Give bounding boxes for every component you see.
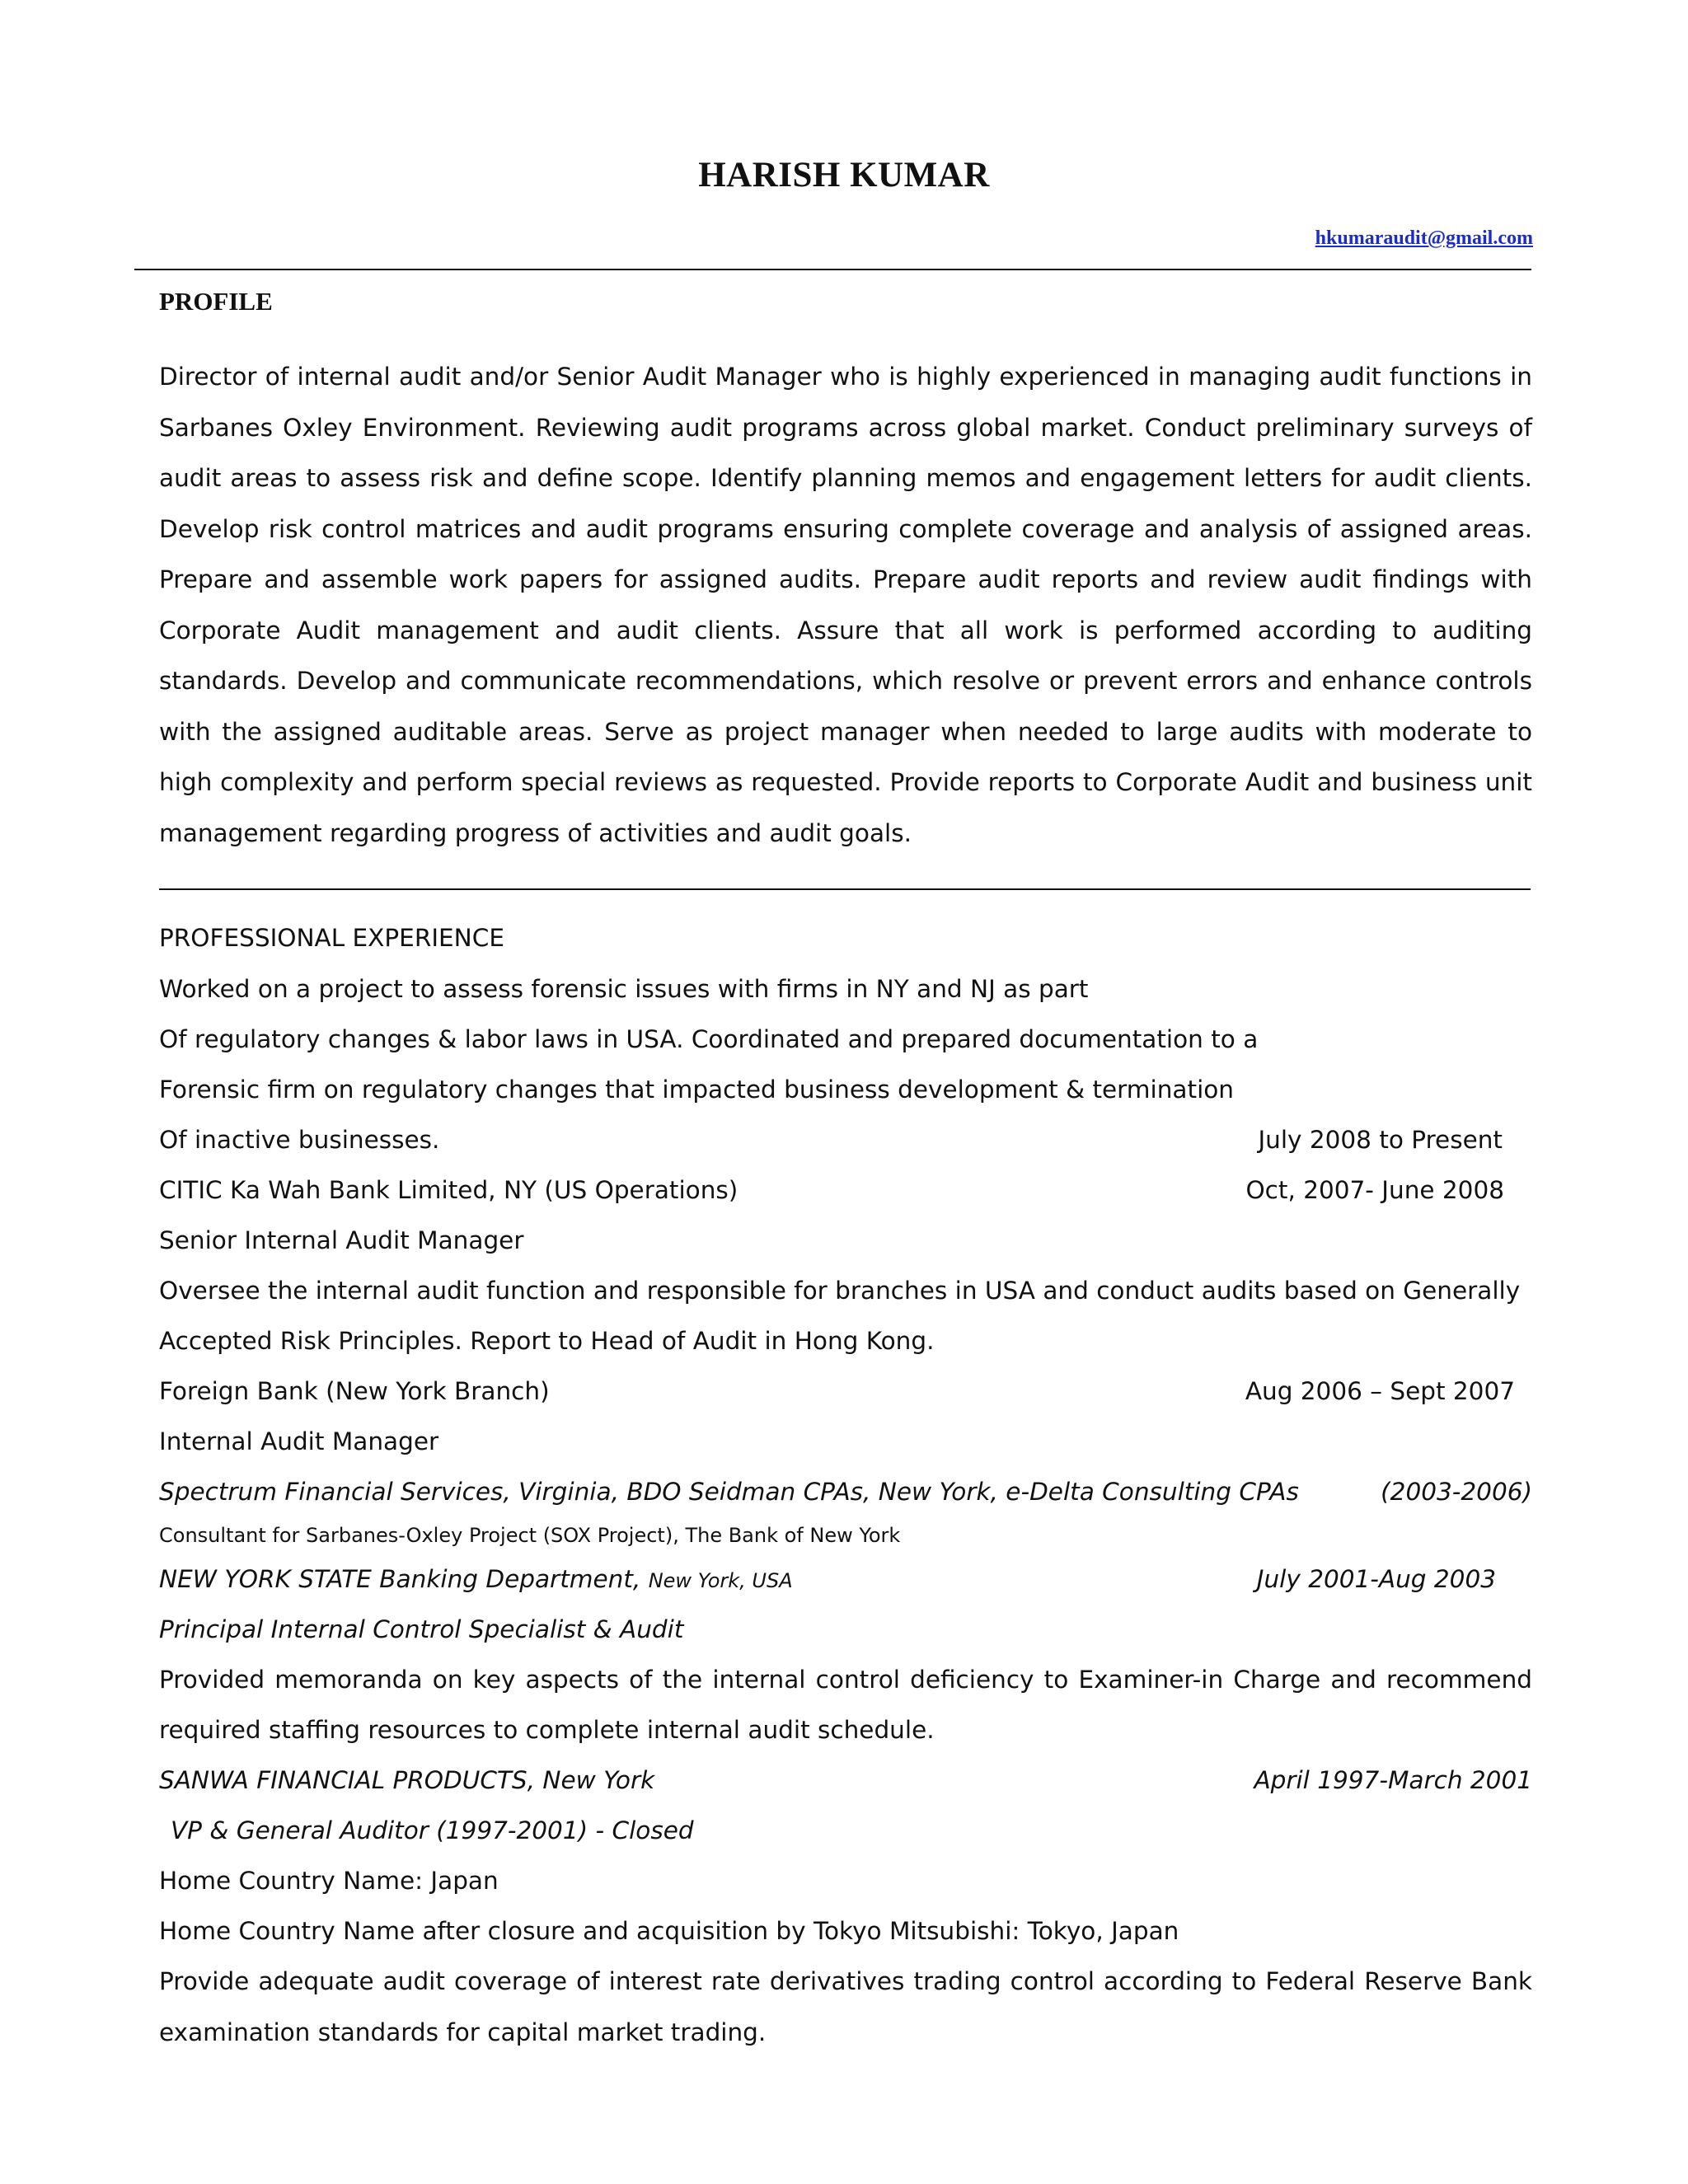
nys-title-line [159,1615,1532,1643]
forensic-text: Of regulatory changes & labor laws in USA. Coordinated and prepared documentation to a [159,1025,1259,1053]
nys-company: NEW YORK STATE Banking Department, [159,1565,641,1593]
sanwa-title-line [171,1816,1532,1844]
nys-company-group [159,1565,793,1593]
sanwa-desc: examination standards for capital market trading. [159,2018,767,2046]
forensic-line-4 [159,1126,1503,1154]
spectrum-date: (2003-2006) [1381,1478,1532,1506]
citic-desc-line-2 [159,1327,1532,1355]
citic-title-line [159,1226,1532,1254]
citic-date: Oct, 2007- June 2008 [1245,1176,1504,1204]
candidate-name: HARISH KUMAR [698,156,990,194]
spectrum-desc-line [159,1524,1532,1547]
forensic-line-3 [159,1076,1532,1104]
foreign-date: Aug 2006 – Sept 2007 [1245,1377,1515,1405]
foreign-title-line [159,1427,1532,1455]
nys-location: New York, USA [648,1569,793,1592]
sanwa-desc-line-1 [159,1967,1532,1995]
nys-desc-line-2 [159,1716,1532,1744]
header-divider [134,269,1531,270]
section-divider [159,888,1531,890]
sanwa-title: VP & General Auditor (1997-2001) - Closed [171,1816,694,1844]
spectrum-company: Spectrum Financial Services, Virginia, BDO Seidman CPAs, New York, e-Delta Consulting CPAs [159,1478,1299,1506]
forensic-line-1 [159,975,1532,1003]
nys-title: Principal Internal Control Specialist & Audit [159,1615,684,1643]
sanwa-date: April 1997-March 2001 [1254,1766,1532,1794]
citic-company-line [159,1176,1504,1204]
spectrum-company-line [159,1478,1532,1506]
nys-desc: Provided memoranda on key aspects of the internal control deficiency to Examiner-in Charge and recommend [159,1666,1532,1694]
forensic-text: Forensic firm on regulatory changes that impacted business development & termination [159,1076,1235,1104]
nys-company-line [159,1565,1496,1593]
spectrum-desc: Consultant for Sarbanes-Oxley Project (SOX Project), The Bank of New York [159,1524,901,1547]
email-link[interactable]: hkumaraudit@gmail.com [1315,227,1533,249]
sanwa-company-line [159,1766,1532,1794]
sanwa-country: Home Country Name: Japan [159,1867,499,1895]
sanwa-country-line [159,1867,1532,1895]
citic-desc: Oversee the internal audit function and responsible for branches in USA and conduct audits based on Generally [159,1277,1521,1305]
foreign-title: Internal Audit Manager [159,1427,439,1455]
sanwa-country-after-line [159,1917,1532,1945]
citic-company: CITIC Ka Wah Bank Limited, NY (US Operations) [159,1176,738,1204]
sanwa-desc: Provide adequate audit coverage of interest rate derivatives trading control according to Federal Reserve Bank [159,1967,1532,1995]
forensic-line-2 [159,1025,1532,1053]
nys-desc: required staffing resources to complete internal audit schedule. [159,1716,935,1744]
forensic-text: Of inactive businesses. [159,1126,440,1154]
citic-title: Senior Internal Audit Manager [159,1226,524,1254]
profile-text: Director of internal audit and/or Senior Audit Manager who is highly experienced in managing audit functions in Sarbanes Oxley Environment. Reviewing audit programs across global market. Conduct preliminary surveys of audit areas to assess risk and define scope. Identify planning memos and engagement letters for audit clients. Develop risk control matrices and audit programs ensuring complete coverage and analysis of assigned areas. Prepare and assemble work papers for assigned audits. Prepare audit reports and review audit findings with Corporate Audit management and audit clients. Assure that all work is performed according to auditing standards. Develop and communicate recommendations, which resolve or prevent errors and enhance controls with the assigned auditable areas. Serve as project manager when needed to large audits with moderate to high complexity and perform special reviews as requested. Provide reports to Corporate Audit and business unit management regarding progress of activities and audit goals. [159,363,1532,847]
foreign-company-line [159,1377,1515,1405]
nys-desc-line-1 [159,1666,1532,1694]
sanwa-country-after: Home Country Name after closure and acquisition by Tokyo Mitsubishi: Tokyo, Japan [159,1917,1179,1945]
citic-desc: Accepted Risk Principles. Report to Head of Audit in Hong Kong. [159,1327,935,1355]
citic-desc-line-1 [159,1277,1532,1305]
forensic-date: July 2008 to Present [1258,1126,1503,1154]
nys-date: July 2001-Aug 2003 [1256,1565,1496,1593]
sanwa-company: SANWA FINANCIAL PRODUCTS, New York [159,1766,655,1794]
profile-heading: PROFILE [159,287,273,316]
forensic-text: Worked on a project to assess forensic issues with firms in NY and NJ as part [159,975,1089,1003]
foreign-company: Foreign Bank (New York Branch) [159,1377,550,1405]
sanwa-desc-line-2 [159,2018,1532,2046]
experience-heading: PROFESSIONAL EXPERIENCE [159,924,504,952]
